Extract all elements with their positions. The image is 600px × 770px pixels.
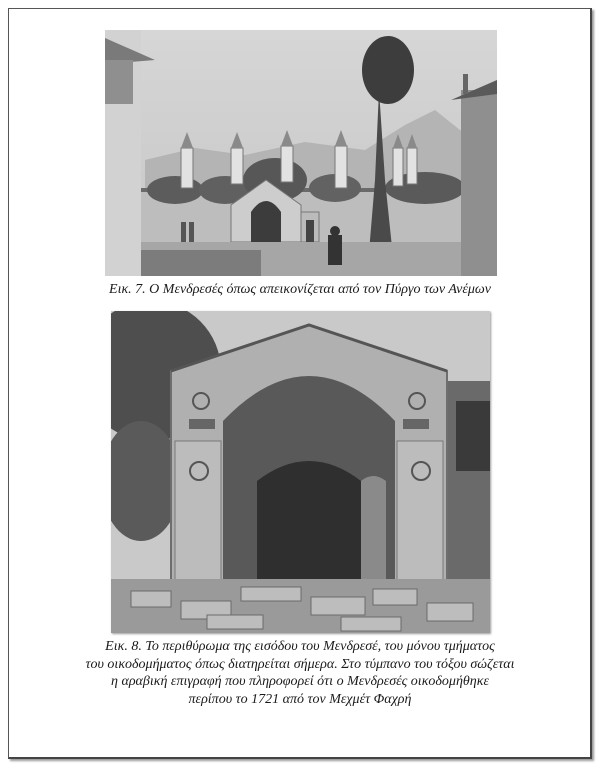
figure-8-image — [111, 311, 490, 633]
figure-7-caption — [0, 281, 600, 299]
figure-8-caption — [0, 638, 600, 708]
medrese-lithograph-illustration — [105, 30, 497, 276]
medrese-portal-photograph — [111, 311, 490, 633]
caption-line: του οικοδομήματος όπως διατηρείται σήμερα. Στο τύμπανο του τόξου σώζεται — [85, 656, 515, 672]
caption-line: περίπου το 1721 από τον Μεχμέτ Φαχρή — [188, 691, 412, 707]
caption-line: Εικ. 7. Ο Μενδρεσές όπως απεικονίζεται από τον Πύργο των Ανέμων — [109, 282, 491, 297]
caption-line: Εικ. 8. Το περιθύρωμα της εισόδου του Μενδρεσέ, του μόνου τμήματος — [105, 639, 495, 654]
caption-line: η αραβική επιγραφή που πληροφορεί ότι ο Μενδρεσές οικοδομήθηκε — [111, 674, 489, 689]
figure-7-image — [105, 30, 497, 276]
